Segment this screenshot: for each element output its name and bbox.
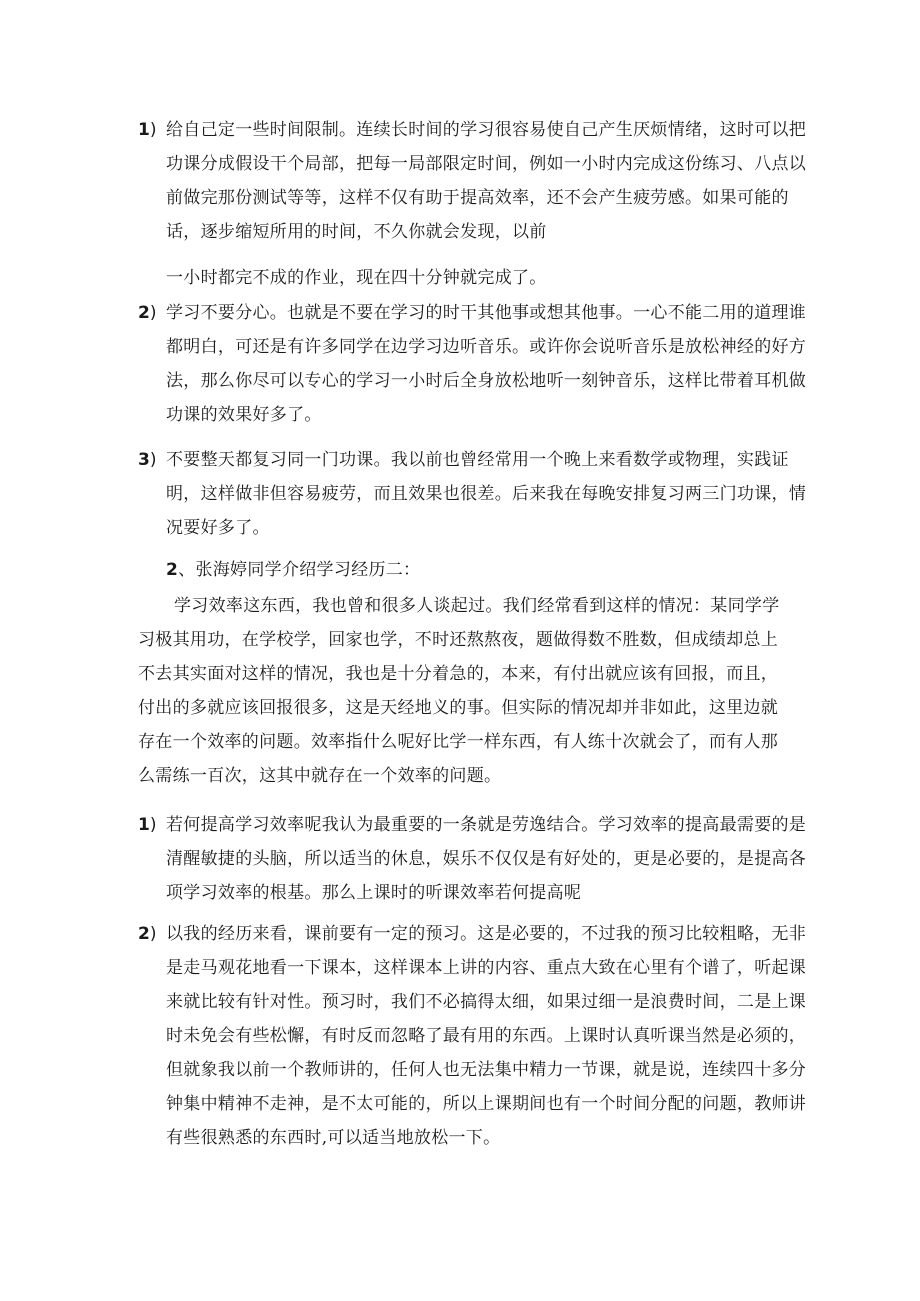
item-text: 给自己定一些时间限制。连续长时间的学习很容易使自己产生厌烦情绪，这时可以把功课分成假设干个局部，把每一局部限定时间，例如一小时内完成这份练习、八点以前做完那份测试等等，这样不仅有助于提高效率，还不会产生疲劳感。如果可能的话，逐步缩短所用的时间，不久你就会发现，以前 bbox=[166, 120, 807, 242]
item-number: 2) bbox=[138, 924, 157, 944]
list-item bbox=[138, 113, 816, 249]
intro-paragraph: 学习效率这东西，我也曾和很多人谈起过。我们经常看到这样的情况：某同学学习极其用功，在学校学，回家也学，不时还熬熬夜，题做得数不胜数，但成绩却总上不去其实面对这样的情况，我也是十分着急的，本来，有付出就应该有回报，而且，付出的多就应该回报很多，这是天经地义的事。但实际的情况却并非如此，这里边就存在一个效率的问题。效率指什么呢好比学一样东西，有人练十次就会了，而有人那么需练一百次，这其中就存在一个效率的问题。 bbox=[138, 596, 780, 786]
item-number: 3) bbox=[138, 450, 157, 470]
item-number: 1) bbox=[138, 815, 157, 835]
item-text: 以我的经历来看，课前要有一定的预习。这是必要的，不过我的预习比较粗略，无非是走马观花地看一下课本，这样课本上讲的内容、重点大致在心里有个谱了，听起课来就比较有针对性。预习时，我们不必搞得太细，如果过细一是浪费时间，二是上课时未免会有些松懈，有时反而忽略了最有用的东西。上课时认真听课当然是必须的，但就象我以前一个教师讲的，任何人也无法集中精力一节课，就是说，连续四十多分钟集中精神不走神，是不太可能的，所以上课期间也有一个时间分配的问题，教师讲有些很熟悉的东西时,可以适当地放松一下。 bbox=[166, 924, 807, 1148]
item-text: 不要整天都复习同一门功课。我以前也曾经常用一个晚上来看数学或物理，实践证明，这样做非但容易疲劳，而且效果也很差。后来我在每晚安排复习两三门功课，情况要好多了。 bbox=[166, 450, 807, 538]
list-item bbox=[138, 808, 816, 910]
section-heading bbox=[138, 553, 816, 587]
item-number: 2) bbox=[138, 303, 157, 323]
item-continuation: 一小时都完不成的作业，现在四十分钟就完成了。 bbox=[166, 268, 547, 288]
list-item bbox=[138, 917, 816, 1155]
item-number: 1) bbox=[138, 120, 157, 140]
list-item bbox=[138, 443, 816, 545]
item-text: 学习不要分心。也就是不要在学习的时干其他事或想其他事。一心不能二用的道理谁都明白，可还是有许多同学在边学习边听音乐。或许你会说听音乐是放松神经的好方法，那么你尽可以专心的学习一小时后全身放松地听一刻钟音乐，这样比带着耳机做功课的效果好多了。 bbox=[166, 303, 807, 425]
heading-number: 2 bbox=[166, 560, 179, 580]
heading-text: 、张海婷同学介绍学习经历二： bbox=[178, 560, 421, 580]
list-item bbox=[138, 296, 816, 432]
item-text: 若何提高学习效率呢我认为最重要的一条就是劳逸结合。学习效率的提高最需要的是清醒敏捷的头脑，所以适当的休息，娱乐不仅仅是有好处的，更是必要的，是提高各项学习效率的根基。那么上课时的听课效率若何提高呢 bbox=[166, 815, 807, 903]
